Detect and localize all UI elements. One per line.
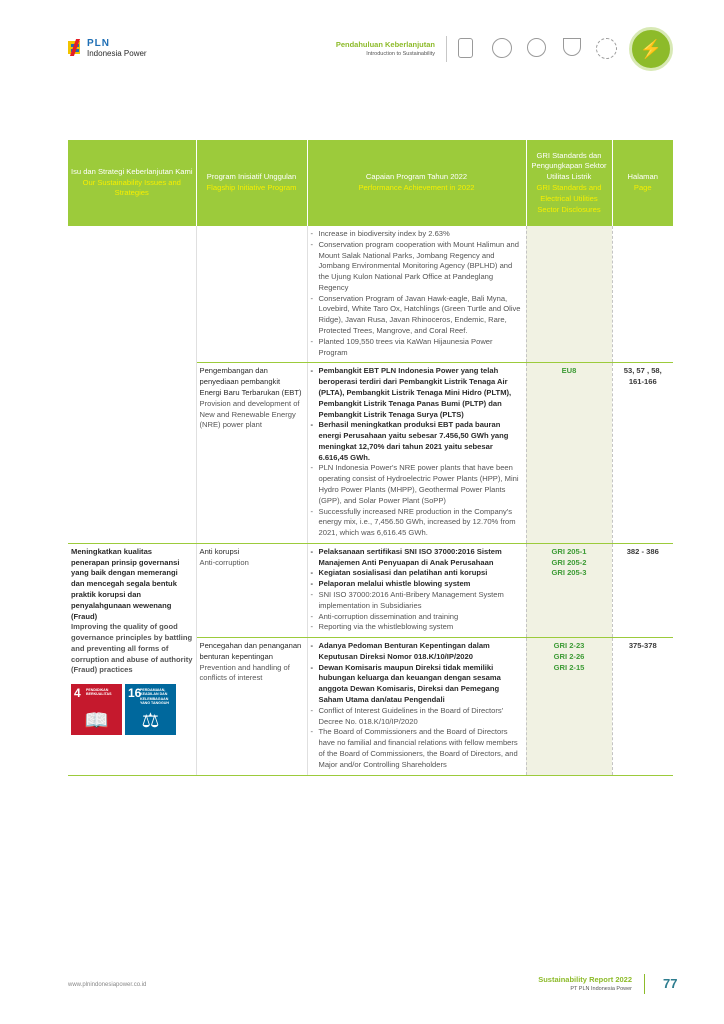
- gri-cell: [526, 226, 612, 363]
- gri-code: GRI 205-2: [551, 557, 587, 567]
- footer-url[interactable]: www.plnindonesiapower.co.id: [68, 982, 147, 988]
- achievement-item: - Conservation Program of Javan Hawk-eagle, Bali Myna, Lovebird, White Taro Ox, Hatchlings (Green Turtle and Olive Ridge), Javan Rusa, Javan Rhinoceros, Endemic, Rare, Protected Trees, Mangrove, and Coral Reef.: [311, 294, 523, 337]
- program-name-en: Provision and development of New and Renewable Energy (NRE) power plant: [199, 398, 300, 430]
- section-title-id: Pendahuluan Keberlanjutan: [335, 40, 435, 49]
- achievement-item: - PLN Indonesia Power's NRE power plants that have been operating consist of Hydroelectric Power Plants (HPP), Mini Hydro Power Plants (MHPP), Geothermal Power Plants (GPP), and Solar Power Plant (SoPP): [311, 463, 523, 506]
- sustainability-table: [68, 140, 673, 776]
- table-row: [68, 226, 673, 363]
- achievement-item: - Berhasil meningkatkan produksi EBT pada bauran energi Perusahaan yaitu sebesar 7.456,50 GWh yang meningkat 12,70% dari tahun 2021 yaitu sebesar 6.616,45 GWh.: [311, 420, 523, 463]
- achievement-item: - Adanya Pedoman Benturan Kepentingan dalam Keputusan Direksi Nomor 018.K/10/IP/2020: [311, 641, 523, 663]
- program-name-id: Pencegahan dan penanganan benturan kepentingan: [199, 641, 302, 661]
- footer-divider: [644, 974, 645, 994]
- footer-title: [538, 975, 632, 992]
- logo-subtitle: Indonesia Power: [87, 49, 147, 58]
- achievement-item: - Pelaporan melalui whistle blowing system: [311, 579, 523, 590]
- achievement-item: - Conflict of Interest Guidelines in the Board of Directors' Decree No. 018.K/10/IP/2020: [311, 706, 523, 728]
- achievement-cell: [307, 638, 526, 775]
- achievement-item: - Anti-corruption dissemination and training: [311, 612, 523, 623]
- sdg-number: 16: [128, 686, 142, 701]
- header-page: Halaman Page: [612, 140, 673, 226]
- sdg-label: PERDAMAIAN, KEADILAN DAN KELEMBAGAAN YANG TANGGUH: [140, 688, 169, 705]
- gri-code: GRI 2-23: [553, 641, 585, 651]
- hand-plant-icon[interactable]: [563, 38, 581, 56]
- achievement-item: - Conservation program cooperation with Mount Halimun and Mount Salak National Parks, Jombang Regency and Jombang Environmental Monitoring Agency (BPLHD) and the Ujung Kulon National Park Office at Pandeglang Regency: [311, 240, 523, 294]
- logo-name: PLN: [87, 38, 110, 49]
- section-title-en: Introduction to Sustainability: [366, 51, 435, 57]
- sdg-number: 4: [74, 686, 81, 701]
- header-divider: [446, 36, 447, 62]
- header-issue: Isu dan Strategi Keberlanjutan Kami Our Sustainability Issues and Strategies: [68, 140, 196, 226]
- gear-network-icon[interactable]: [492, 38, 512, 58]
- program-cell: [196, 363, 307, 544]
- achievement-item: - Kegiatan sosialisasi dan pelatihan anti korupsi: [311, 568, 523, 579]
- achievement-item: - Successfully increased NRE production in the Company's energy mix, i.e., 7,456.50 GWh, increased by 12.70% from 2021, which was 6,616.45 GWh.: [311, 507, 523, 539]
- achievement-item: - Planted 109,550 trees via KaWan Hijaunesia Power Program: [311, 337, 523, 359]
- page-cell: 53, 57 , 58, 161-166: [612, 363, 673, 544]
- page-cell: 375-378: [612, 638, 673, 775]
- achievement-item: - Dewan Komisaris maupun Direksi tidak memiliki hubungan keluarga dan keuangan dengan sesama anggota Dewan Komisaris, Direksi dan Pemegang Saham Utama dan/atau Pengendali: [311, 663, 523, 706]
- gri-code: GRI 205-3: [551, 568, 587, 578]
- document-icon[interactable]: [458, 38, 473, 58]
- achievement-item: - Reporting via the whistleblowing system: [311, 622, 523, 633]
- program-cell: [196, 543, 307, 637]
- achievement-cell: [307, 363, 526, 544]
- gri-code: GRI 2-15: [553, 662, 585, 672]
- program-cell: [196, 226, 307, 363]
- program-name-id: Anti korupsi: [199, 546, 240, 556]
- badge-icon[interactable]: [596, 38, 617, 59]
- sdg-badges: [71, 684, 193, 735]
- page-number: 77: [663, 976, 678, 991]
- program-cell: [196, 638, 307, 775]
- gri-code: GRI 205-1: [551, 546, 587, 556]
- gri-cell: [526, 638, 612, 775]
- page-cell: [612, 226, 673, 363]
- table-header-row: [68, 140, 673, 226]
- issue-cell-empty: [68, 363, 196, 544]
- report-title: Sustainability Report 2022: [538, 975, 632, 984]
- page-cell: 382 - 386: [612, 543, 673, 637]
- sdg-4-badge: [71, 684, 122, 735]
- issue-cell-empty: [68, 226, 196, 363]
- people-circle-icon[interactable]: [527, 38, 546, 57]
- gri-cell: [526, 543, 612, 637]
- table-row: [68, 543, 673, 637]
- pln-logo-icon: [68, 39, 83, 56]
- header-gri: GRI Standards dan Pengungkapan Sektor Utilitas Listrik GRI Standards and Electrical Utilities Sector Disclosures: [526, 140, 612, 226]
- company-name: PT PLN Indonesia Power: [570, 986, 632, 992]
- program-name-id: Pengembangan dan penyediaan pembangkit Energi Baru Terbarukan (EBT): [199, 366, 302, 397]
- achievement-item: - SNI ISO 37000:2016 Anti-Bribery Management System implementation in Subsidiaries: [311, 590, 523, 612]
- issue-text-en: Improving the quality of good governance principles by battling and preventing all forms of corruption and abuse of authority (Fraud) practices: [71, 622, 193, 675]
- gri-cell: [526, 363, 612, 544]
- company-logo: [68, 39, 147, 58]
- program-name-en: Anti-corruption: [199, 557, 249, 567]
- sdg-16-badge: [125, 684, 176, 735]
- table-row: [68, 363, 673, 544]
- achievement-item: - The Board of Commissioners and the Board of Directors have no familial and financial relations with fellow members of the Board of Commissioners, the Board of Directors, and Major and/or Controlling Shareholders: [311, 727, 523, 770]
- plug-leaf-icon[interactable]: ⚡: [629, 27, 673, 71]
- header-achievement: Capaian Program Tahun 2022 Performance Achievement in 2022: [307, 140, 526, 226]
- book-icon: 📖: [84, 710, 109, 733]
- header-program: Program Inisiatif Unggulan Flagship Initiative Program: [196, 140, 307, 226]
- sdg-label: PENDIDIKAN BERKUALITAS: [86, 688, 112, 697]
- achievement-item: - Increase in biodiversity index by 2.63%: [311, 229, 523, 240]
- gri-code: EU8: [561, 366, 577, 376]
- section-title: [336, 40, 435, 57]
- gri-code: GRI 2-26: [553, 651, 585, 661]
- achievement-cell: [307, 543, 526, 637]
- dove-gavel-icon: ⚖: [141, 710, 160, 733]
- issue-text-id: Meningkatkan kualitas penerapan prinsip governansi yang baik dengan memerangi dan mencegah segala bentuk praktik korupsi dan penyalahgunaan wewenang (Fraud): [71, 546, 180, 621]
- program-name-en: Prevention and handling of conflicts of interest: [199, 662, 290, 683]
- issue-cell: [68, 543, 196, 775]
- achievement-cell: [307, 226, 526, 363]
- achievement-item: - Pelaksanaan sertifikasi SNI ISO 37000:2016 Sistem Manajemen Anti Penyuapan di Anak Perusahaan: [311, 547, 523, 569]
- achievement-item: - Pembangkit EBT PLN Indonesia Power yang telah beroperasi terdiri dari Pembangkit Listrik Tenaga Air (PLTA), Pembangkit Listrik Tenaga Mini Hidro (PLTM), Pembangkit Listrik Tenaga Panas Bumi (PLTP) dan Pembangkit Listrik Tenaga Surya (PLTS): [311, 366, 523, 420]
